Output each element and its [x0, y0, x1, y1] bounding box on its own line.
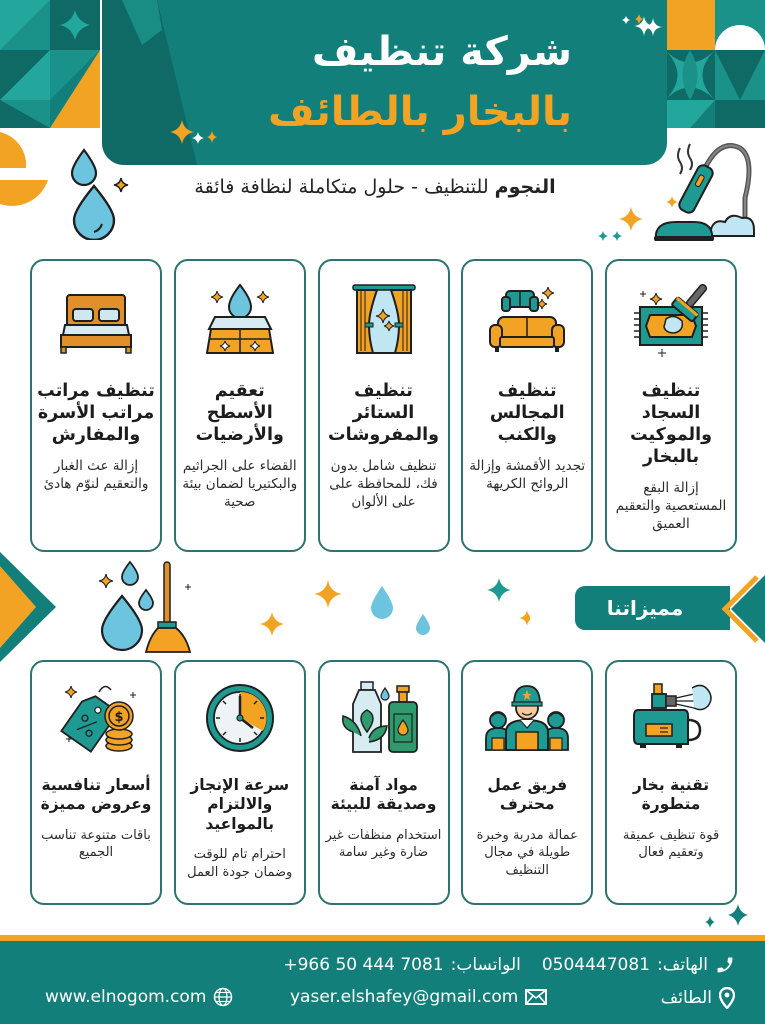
- sparkle-icon: [700, 902, 750, 932]
- bed-icon: [48, 283, 144, 359]
- water-drops-icon: [66, 148, 136, 240]
- sparkle-icon: [595, 205, 645, 245]
- service-description: تجديد الأقمشة وإزالة الروائح الكريهة: [469, 457, 586, 492]
- clock-icon: [192, 680, 288, 756]
- service-card-surfaces: [174, 259, 306, 552]
- footer: [0, 941, 765, 1024]
- feature-description: احترام تام للوقت وضمان جودة العمل: [187, 847, 293, 880]
- service-title: تنظيف الستائر والمفروشات: [328, 381, 439, 445]
- phone-label: الهاتف:: [657, 955, 708, 975]
- feature-card-steam: [605, 660, 737, 905]
- sparkles-and-drops: [255, 560, 530, 640]
- contact-website-line: [45, 987, 233, 1007]
- feature-card-eco: [318, 660, 450, 905]
- feature-card-clock: [174, 660, 306, 905]
- service-description: القضاء على الجراثيم والبكتيريا لضمان بيئة صحية: [182, 457, 298, 511]
- feature-card-price: [30, 660, 162, 905]
- drops-and-broom-icon: [96, 560, 194, 656]
- whatsapp-number[interactable]: +966 50 444 7081: [283, 955, 444, 975]
- envelope-icon: [525, 989, 547, 1005]
- curtains-icon: [336, 283, 432, 359]
- page-title-line2: بالبخار بالطائف: [268, 89, 572, 135]
- eco-bottles-icon: [336, 680, 432, 756]
- logo-e-shape: [0, 128, 50, 208]
- email-address[interactable]: yaser.elshafey@gmail.com: [290, 987, 519, 1007]
- service-description: إزالة عث الغبار والتعقيم لنوّم هادئ: [43, 457, 149, 492]
- feature-description: قوة تنظيف عميقة وتعقيم فعال: [622, 827, 720, 861]
- sofa-icon: [479, 283, 575, 359]
- service-title: تنظيف مراتب مراتب الأسرة والمفارش: [37, 381, 155, 445]
- service-card-carpet: [605, 259, 737, 552]
- sparkle-icon: [170, 118, 220, 148]
- chevron-decoration-left: [0, 552, 56, 662]
- contact-city-line: [661, 987, 735, 1009]
- service-card-curtains: [318, 259, 450, 552]
- service-title: تعقيم الأسطح والأرضيات: [195, 381, 284, 445]
- geometric-pattern-right: [665, 0, 765, 128]
- feature-title: أسعار تنافسية وعروض مميزة: [40, 776, 152, 814]
- feature-title: فريق عمل محترف: [487, 776, 568, 814]
- service-description: إزالة البقع المستعصية والتعقيم العميق: [615, 479, 727, 532]
- team-icon: [479, 680, 575, 756]
- surface-sanitize-icon: [192, 283, 288, 359]
- features-section-header: [575, 586, 730, 630]
- feature-title: مواد آمنة وصديقة للبيئة: [330, 776, 437, 814]
- title-banner: [102, 0, 667, 165]
- features-grid: [30, 660, 737, 905]
- whatsapp-label: الواتساب:: [450, 955, 521, 975]
- service-card-bed: [30, 259, 162, 552]
- contact-email-line: [290, 987, 547, 1007]
- website-link[interactable]: www.elnogom.com: [45, 987, 207, 1007]
- price-tag-icon: [48, 680, 144, 756]
- steam-machine-icon: [623, 680, 719, 756]
- service-card-sofa: [461, 259, 593, 552]
- geometric-pattern-left: [0, 0, 100, 128]
- service-title: تنظيف المجالس والكنب: [489, 381, 565, 445]
- features-title: مميزاتنا: [606, 596, 684, 620]
- phone-icon: [715, 955, 735, 975]
- service-description: تنظيف شامل بدون فك، للمحافظة على على الألوان: [329, 457, 438, 511]
- contact-phone-line: [283, 955, 735, 975]
- feature-card-team: [461, 660, 593, 905]
- page-title-line1: شركة تنظيف: [312, 29, 572, 75]
- steam-cleaner-icon: [650, 138, 760, 244]
- location-pin-icon: [719, 987, 735, 1009]
- tagline-text: للتنظيف - حلول متكاملة لنظافة فائقة: [194, 176, 495, 198]
- city-name: الطائف: [660, 988, 712, 1008]
- tagline: [150, 176, 600, 198]
- carpet-cleaning-icon: [623, 283, 719, 359]
- services-grid: [30, 259, 737, 552]
- tagline-brand: النجوم: [494, 176, 556, 198]
- feature-title: تقنية بخار متطورة: [632, 776, 710, 814]
- service-title: تنظيف السجاد والموكيت بالبخار: [630, 381, 712, 467]
- feature-description: باقات متنوعة تناسب الجميع: [41, 827, 151, 861]
- feature-description: عمالة مدربة وخبرة طويلة في مجال التنظيف: [476, 827, 578, 878]
- svg-text:$: $: [114, 710, 124, 725]
- chevron-decoration-right: [715, 575, 765, 643]
- globe-icon: [213, 987, 233, 1007]
- feature-title: سرعة الإنجاز والالتزام بالمواعيد: [190, 776, 290, 833]
- sparkle-icon: [632, 14, 656, 38]
- phone-number[interactable]: 0504447081: [541, 955, 651, 975]
- feature-description: استخدام منظفات غير ضارة وغير سامة: [325, 827, 442, 861]
